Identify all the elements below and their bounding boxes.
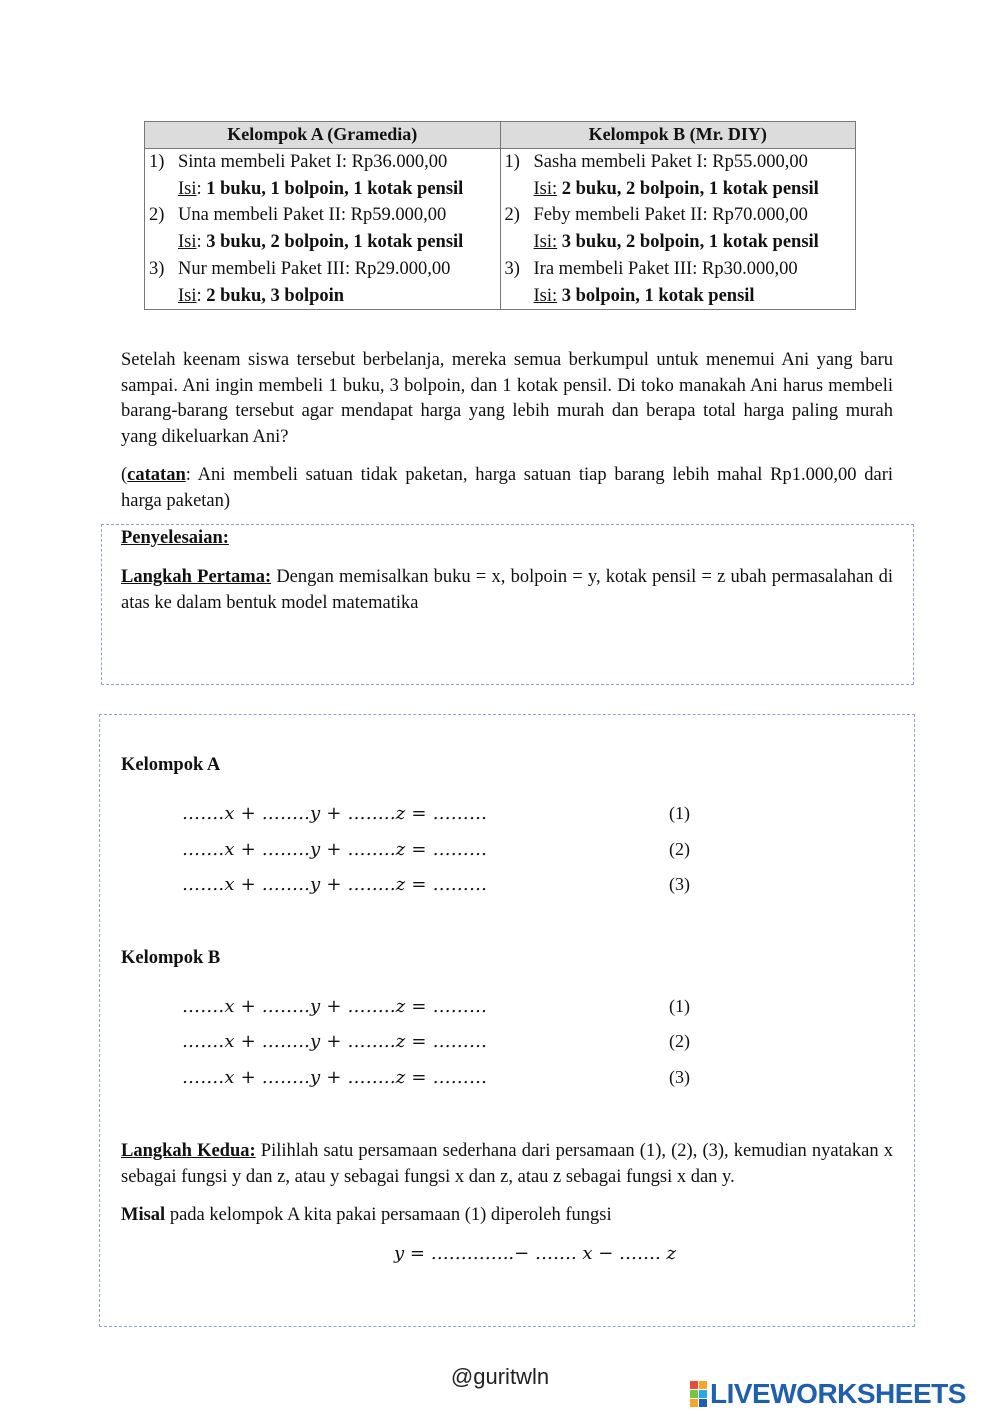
group-b-item-3: 3) Ira membeli Paket III: Rp30.000,00 — [504, 258, 798, 279]
shopping-table — [144, 121, 856, 310]
example-formula[interactable]: y = …………..− ……. x − ……. z — [394, 1243, 676, 1264]
group-a-item-2: 2) Una membeli Paket II: Rp59.000,00 — [149, 205, 447, 226]
example-paragraph: Misal pada kelompok A kita pakai persamaan (1) diperoleh fungsi — [121, 1205, 612, 1225]
group-a-cell: 1) Sinta membeli Paket I: Rp36.000,00 Isi : 1 buku, 1 bolpoin, 1 kotak pensil 2) Una membeli Paket II: Rp59.000,00 Isi : 3 buku, 2 bolpoin, 1 kotak pensil 3) Nur membeli Paket III: Rp29.000,00 Isi : 2 buku, 3 bolpoin — [145, 149, 501, 310]
group-a-equation-1[interactable]: …….x + ……..y + ……..z = ……… (1) — [182, 803, 690, 825]
group-b-item-2: 2) Feby membeli Paket II: Rp70.000,00 — [504, 205, 808, 226]
step1-paragraph: Langkah Pertama: Dengan memisalkan buku = x, bolpoin = y, kotak pensil = z ubah permasalahan di atas ke dalam bentuk model matematika — [121, 567, 893, 613]
note-paragraph: (catatan: Ani membeli satuan tidak paketan, harga satuan tiap barang lebih mahal Rp1.000,00 dari harga paketan) — [121, 465, 893, 511]
group-a-item-3: 3) Nur membeli Paket III: Rp29.000,00 — [149, 258, 451, 279]
group-b-equation-3[interactable]: …….x + ……..y + ……..z = ……… (3) — [182, 1067, 690, 1089]
liveworksheets-logo — [690, 1374, 966, 1413]
group-a-equation-2[interactable]: …….x + ……..y + ……..z = ……… (2) — [182, 839, 690, 861]
group-a-equation-3[interactable]: …….x + ……..y + ……..z = ……… (3) — [182, 874, 690, 896]
step2-paragraph: Langkah Kedua: Pilihlah satu persamaan sederhana dari persamaan (1), (2), (3), kemudian nyatakan x sebagai fungsi y dan z, atau y sebagai fungsi x dan z, atau z sebagai fungsi x dan y. — [121, 1141, 893, 1187]
solution-title: Penyelesaian: — [121, 528, 229, 548]
problem-paragraph: Setelah keenam siswa tersebut berbelanja, mereka semua berkumpul untuk menemui Ani yang baru sampai. Ani ingin membeli 1 buku, 3 bolpoin, dan 1 kotak pensil. Di toko manakah Ani harus membeli barang-barang tersebut agar mendapat harga yang lebih murah dan berapa total harga paling murah yang dikeluarkan Ani? — [121, 350, 893, 447]
group-b-title: Kelompok B — [121, 948, 221, 968]
group-b-cell: 1) Sasha membeli Paket I: Rp55.000,00 Isi: 2 buku, 2 bolpoin, 1 kotak pensil 2) Feby membeli Paket II: Rp70.000,00 Isi: 3 buku, 2 bolpoin, 1 kotak pensil 3) Ira membeli Paket III: Rp30.000,00 Isi: 3 bolpoin, 1 kotak pensil — [500, 149, 856, 310]
author-username: @guritwln — [450, 1364, 550, 1389]
group-b-equation-2[interactable]: …….x + ……..y + ……..z = ……… (2) — [182, 1031, 690, 1053]
group-a-item-1: 1) Sinta membeli Paket I: Rp36.000,00 — [149, 152, 448, 172]
header-group-b: Kelompok B (Mr. DIY) — [500, 122, 856, 149]
group-a-title: Kelompok A — [121, 755, 221, 775]
liveworksheets-grid-icon — [690, 1381, 707, 1407]
group-b-item-1: 1) Sasha membeli Paket I: Rp55.000,00 — [504, 152, 808, 172]
header-group-a: Kelompok A (Gramedia) — [145, 122, 501, 149]
liveworksheets-brand: LIVEWORKSHEETS — [710, 1378, 966, 1409]
group-b-equation-1[interactable]: …….x + ……..y + ……..z = ……… (1) — [182, 996, 690, 1018]
